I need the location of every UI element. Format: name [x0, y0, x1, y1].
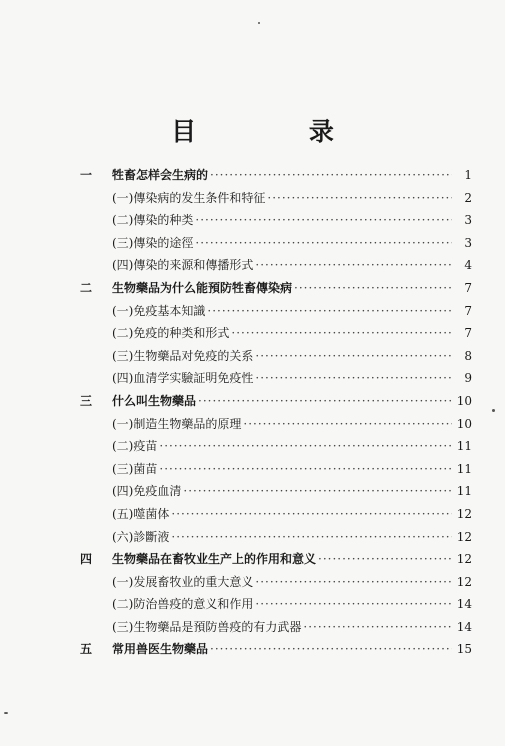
toc-section-row [80, 232, 472, 255]
toc-section-row [80, 435, 472, 458]
section-title: (二)防治兽疫的意义和作用 [112, 597, 254, 612]
page-number: 14 [456, 619, 472, 634]
chapter-number: 三 [80, 393, 93, 408]
dot-leader [171, 526, 452, 549]
table-of-contents [80, 164, 472, 661]
toc-chapter-row [80, 638, 472, 661]
page-number: 3 [464, 235, 472, 250]
page-number: 15 [456, 642, 472, 657]
page-number: 10 [456, 393, 472, 408]
toc-chapter-row [80, 390, 472, 413]
toc-section-row [80, 300, 472, 323]
chapter-number: 五 [80, 642, 93, 657]
dot-leader [207, 300, 452, 323]
scan-speck [4, 712, 8, 714]
section-title: (三)傳染的途徑 [112, 235, 194, 250]
toc-section-row [80, 616, 472, 639]
section-title: (二)疫苗 [112, 439, 158, 454]
toc-section-row [80, 367, 472, 390]
dot-leader [183, 480, 452, 503]
page-number: 7 [464, 303, 472, 318]
toc-chapter-row [80, 164, 472, 187]
dot-leader [294, 277, 452, 300]
section-title: (一)免疫基本知識 [112, 303, 206, 318]
section-title: (四)血清学实驗証明免疫性 [112, 371, 254, 386]
section-title: (一)制造生物藥品的原理 [112, 416, 242, 431]
toc-section-row [80, 209, 472, 232]
dot-leader [243, 413, 452, 436]
dot-leader [318, 548, 452, 571]
page-number: 12 [456, 529, 472, 544]
page-number: 12 [456, 506, 472, 521]
page-number: 10 [456, 416, 472, 431]
page-number: 12 [456, 574, 472, 589]
page-number: 11 [456, 484, 472, 499]
chapter-title: 什么叫生物藥品 [112, 393, 197, 408]
scan-speck [492, 409, 495, 412]
toc-section-row [80, 571, 472, 594]
toc-section-row [80, 526, 472, 549]
chapter-number: 二 [80, 280, 93, 295]
toc-chapter-row [80, 548, 472, 571]
section-title: (四)傳染的来源和傳播形式 [112, 258, 254, 273]
chapter-title: 牲畜怎样会生病的 [112, 168, 209, 182]
toc-section-row [80, 458, 472, 481]
page-number: 4 [464, 258, 472, 273]
chapter-title: 生物藥品在畜牧业生产上的作用和意义 [112, 552, 317, 567]
dot-leader [255, 254, 452, 277]
page-number: 3 [464, 213, 472, 228]
section-title: (四)免疫血清 [112, 484, 182, 499]
dot-leader [210, 638, 452, 661]
toc-section-row [80, 413, 472, 436]
dot-leader [210, 164, 452, 187]
page-title: 目 录 [171, 117, 386, 146]
toc-section-row [80, 345, 472, 368]
page-number: 7 [464, 280, 472, 295]
toc-section-row [80, 254, 472, 277]
toc-section-row [80, 503, 472, 526]
dot-leader [159, 458, 452, 481]
page-number: 1 [464, 168, 472, 182]
chapter-title: 常用兽医生物藥品 [112, 642, 209, 657]
page-number: 2 [464, 190, 472, 205]
page-number: 11 [456, 439, 472, 454]
dot-leader [195, 209, 452, 232]
toc-section-row [80, 322, 472, 345]
dot-leader [255, 367, 452, 390]
page-number: 9 [464, 371, 472, 386]
section-title: (一)傳染病的发生条件和特征 [112, 190, 266, 205]
scan-speck [258, 22, 260, 24]
dot-leader [231, 322, 452, 345]
dot-leader [255, 571, 452, 594]
dot-leader [198, 390, 452, 413]
dot-leader [255, 593, 452, 616]
section-title: (三)生物藥品是預防兽疫的有力武器 [112, 619, 302, 634]
toc-chapter-row [80, 277, 472, 300]
page-number: 11 [456, 461, 472, 476]
section-title: (五)噬菌体 [112, 506, 170, 521]
toc-section-row [80, 480, 472, 503]
dot-leader [195, 232, 452, 255]
page-number: 12 [456, 552, 472, 567]
dot-leader [159, 435, 452, 458]
page-number: 8 [464, 348, 472, 363]
section-title: (三)生物藥品对免疫的关系 [112, 348, 254, 363]
dot-leader [303, 616, 452, 639]
chapter-number: 一 [80, 168, 93, 182]
chapter-number: 四 [80, 552, 93, 567]
chapter-title: 生物藥品为什么能預防牲畜傳染病 [112, 280, 293, 295]
section-title: (二)傳染的种类 [112, 213, 194, 228]
toc-section-row [80, 187, 472, 210]
section-title: (一)发展畜牧业的重大意义 [112, 574, 254, 589]
page-number: 14 [456, 597, 472, 612]
page-number: 7 [464, 326, 472, 341]
dot-leader [171, 503, 452, 526]
dot-leader [255, 345, 452, 368]
section-title: (六)診斷液 [112, 529, 170, 544]
dot-leader [267, 187, 452, 210]
toc-section-row [80, 593, 472, 616]
section-title: (三)菌苗 [112, 461, 158, 476]
section-title: (二)免疫的种类和形式 [112, 326, 230, 341]
